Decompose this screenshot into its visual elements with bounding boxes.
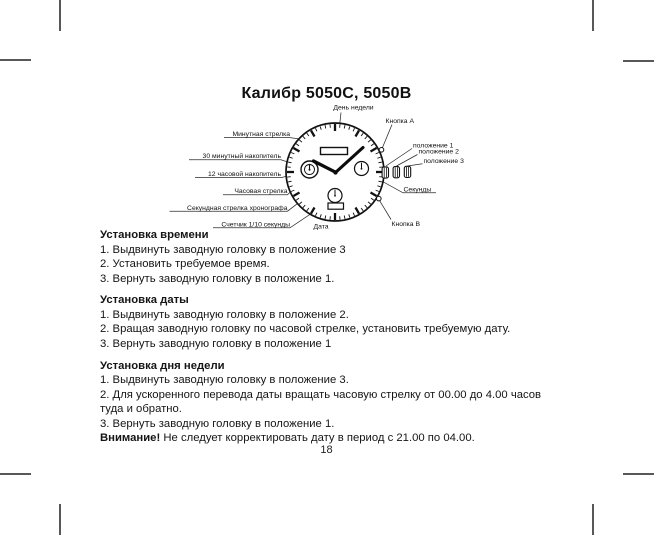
instruction-line: 1. Выдвинуть заводную головку в положение 2.: [100, 308, 349, 321]
instruction-line: 1. Выдвинуть заводную головку в положение 3.: [100, 374, 349, 387]
label-position-2: положение 2: [418, 148, 459, 156]
section-heading: Установка времени: [100, 229, 209, 241]
leader-position-3: [408, 164, 423, 166]
instruction-line: 2. Установить требуемое время.: [100, 258, 270, 270]
label-minute-hand: Минутная стрелка: [232, 131, 290, 138]
instruction-line: 2. Для ускоренного перевода даты вращать часовую стрелку от 00.00 до 4.00 часов: [100, 388, 542, 401]
date-window: [328, 203, 344, 209]
subdial-tenth-second: [328, 189, 342, 203]
label-date: Дата: [313, 223, 329, 231]
section-date-setting: [100, 293, 552, 351]
warning-label: Внимание!: [100, 432, 161, 445]
section-heading: Установка даты: [100, 294, 189, 307]
button-b-pusher: [377, 196, 382, 201]
crown-position-3: [404, 166, 410, 177]
section-time-setting: [100, 228, 552, 286]
crop-mark-top-left-horizontal: [0, 59, 31, 61]
button-a-pusher: [379, 148, 384, 153]
label-day-of-week: День недели: [333, 104, 374, 112]
warning-text: Не следует корректировать дату в период с 21.00 по 04.00.: [160, 432, 475, 445]
crop-mark-top-left-vertical: [59, 0, 61, 31]
crop-mark-bottom-left-horizontal: [0, 473, 31, 475]
instruction-line: 2. Вращая заводную головку по часовой стрелке, установить требуемую дату.: [100, 323, 511, 336]
day-window: [321, 148, 348, 155]
leader-position-1: [386, 149, 412, 167]
hands-hub: [333, 170, 337, 174]
label-chrono-hand: Секундная стрелка хронографа: [187, 204, 288, 212]
instruction-line: 3. Вернуть заводную головку в положение 1: [100, 337, 332, 350]
crop-mark-bottom-right-horizontal: [623, 473, 654, 475]
instructions: [100, 228, 552, 446]
section-day-setting: [100, 359, 552, 446]
leader-button-a: [382, 125, 392, 149]
instruction-line: 3. Вернуть заводную головку в положение 1.: [100, 272, 335, 285]
leader-position-2: [397, 155, 418, 167]
crop-mark-top-right-horizontal: [623, 60, 654, 62]
crown-positions: [382, 166, 411, 178]
crown-position-1: [382, 167, 388, 178]
label-button-a: Кнопка A: [385, 117, 414, 125]
label-position-3: положение 3: [423, 157, 464, 165]
crop-mark-top-right-vertical: [592, 0, 594, 31]
leader-30min-counter: [189, 160, 302, 167]
crop-mark-bottom-left-vertical: [59, 504, 61, 535]
label-tenth-counter: Счетчик 1/10 секунды: [221, 221, 290, 229]
crop-mark-bottom-right-vertical: [592, 504, 594, 535]
label-30min-counter: 30 минутный накопитель: [202, 153, 281, 161]
subdial-seconds: [355, 162, 369, 176]
crown-position-2: [393, 167, 399, 178]
leader-button-b: [380, 201, 391, 220]
section-heading: Установка дня недели: [100, 359, 225, 372]
label-seconds: Секунды: [403, 186, 432, 194]
label-12hr-counter: 12 часовой накопитель: [208, 171, 281, 178]
instruction-line: 3. Вернуть заводную головку в положение 1.: [100, 417, 335, 430]
instruction-line: 1. Выдвинуть заводную головку в положение 3: [100, 243, 346, 256]
label-position-1: положение 1: [413, 142, 454, 150]
label-button-b: Кнопка B: [391, 221, 420, 228]
page-title: Калибр 5050C, 5050B: [241, 85, 412, 102]
instruction-line: туда и обратно.: [100, 403, 182, 416]
label-hour-hand: Часовая стрелка: [234, 188, 288, 196]
watch-diagram: [100, 98, 470, 238]
page-number: 18: [320, 444, 333, 456]
